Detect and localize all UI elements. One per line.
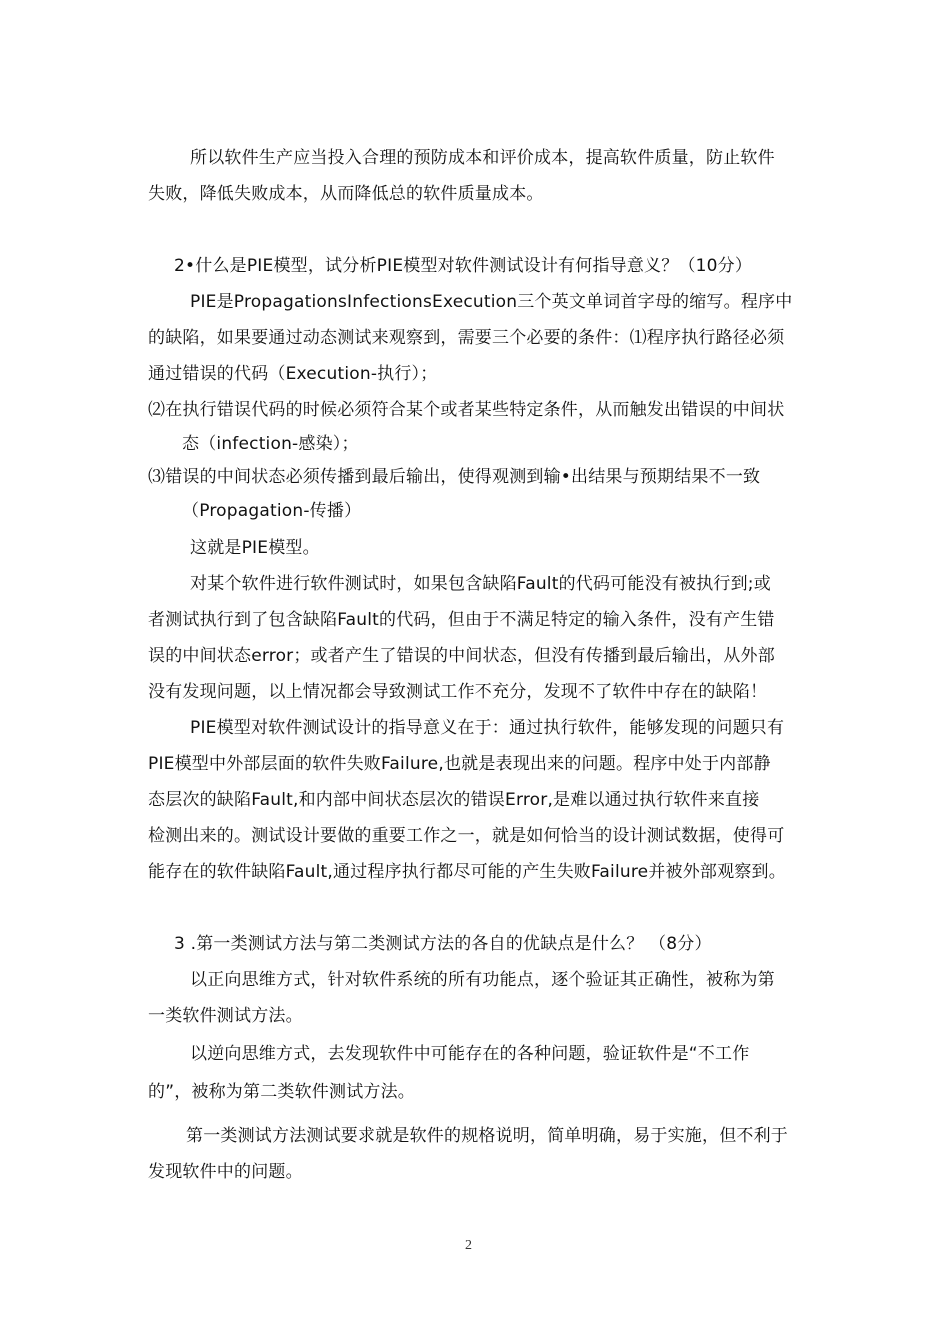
paragraph-line: 态层次的缺陷Fault,和内部中间状态层次的错误Error,是难以通过执行软件来直接 — [148, 790, 760, 810]
paragraph-line: 的缺陷，如果要通过动态测试来观察到，需要三个必要的条件：⑴程序执行路径必须 — [148, 328, 785, 348]
paragraph-line: 这就是PIE模型。 — [190, 538, 320, 558]
paragraph-line: 者测试执行到了包含缺陷Fault的代码，但由于不满足特定的输入条件，没有产生错 — [148, 610, 775, 630]
question-heading: 3 .第一类测试方法与第二类测试方法的各自的优缺点是什么？ （8分） — [174, 934, 712, 954]
paragraph-line: 以正向思维方式，针对软件系统的所有功能点，逐个验证其正确性，被称为第 — [190, 970, 775, 990]
paragraph-line: 能存在的软件缺陷Fault,通过程序执行都尽可能的产生失败Failure并被外部观察到。 — [148, 862, 786, 882]
paragraph-line: PIE模型对软件测试设计的指导意义在于：通过执行软件，能够发现的问题只有 — [190, 718, 785, 738]
list-item-line: 态（infection-感染）； — [182, 434, 359, 454]
paragraph-line: 以逆向思维方式，去发现软件中可能存在的各种问题，验证软件是“不工作 — [190, 1044, 750, 1064]
paragraph-line: 通过错误的代码（Execution-执行）； — [148, 364, 438, 384]
paragraph-line: 失败，降低失败成本，从而降低总的软件质量成本。 — [148, 184, 544, 204]
page-number: 2 — [465, 1238, 472, 1253]
paragraph-line: 没有发现问题，以上情况都会导致测试工作不充分，发现不了软件中存在的缺陷！ — [148, 682, 768, 702]
paragraph-line: 一类软件测试方法。 — [148, 1006, 303, 1026]
list-item-line: （Propagation-传播） — [182, 501, 362, 521]
paragraph-line: 发现软件中的问题。 — [148, 1162, 303, 1182]
paragraph-line: 误的中间状态error；或者产生了错误的中间状态，但没有传播到最后输出，从外部 — [148, 646, 775, 666]
question-heading: 2•什么是PIE模型，试分析PIE模型对软件测试设计有何指导意义？（10分） — [174, 256, 753, 276]
paragraph-line: 的”，被称为第二类软件测试方法。 — [148, 1082, 416, 1102]
list-item-line: ⑵在执行错误代码的时候必须符合某个或者某些特定条件，从而触发出错误的中间状 — [148, 400, 785, 420]
paragraph-line: 对某个软件进行软件测试时，如果包含缺陷Fault的代码可能没有被执行到;或 — [190, 574, 771, 594]
paragraph-line: PIE模型中外部层面的软件失败Failure,也就是表现出来的问题。程序中处于内部静 — [148, 754, 771, 774]
paragraph-line: PIE是PropagationsInfectionsExecution三个英文单词首字母的缩写。程序中 — [190, 292, 793, 312]
paragraph-line: 所以软件生产应当投入合理的预防成本和评价成本，提高软件质量，防止软件 — [190, 148, 775, 168]
paragraph-line: 检测出来的。测试设计要做的重要工作之一，就是如何恰当的设计测试数据，使得可 — [148, 826, 785, 846]
paragraph-line: 第一类测试方法测试要求就是软件的规格说明，简单明确，易于实施，但不利于 — [186, 1126, 788, 1146]
list-item-line: ⑶错误的中间状态必须传播到最后输出，使得观测到输•出结果与预期结果不一致 — [148, 467, 761, 487]
